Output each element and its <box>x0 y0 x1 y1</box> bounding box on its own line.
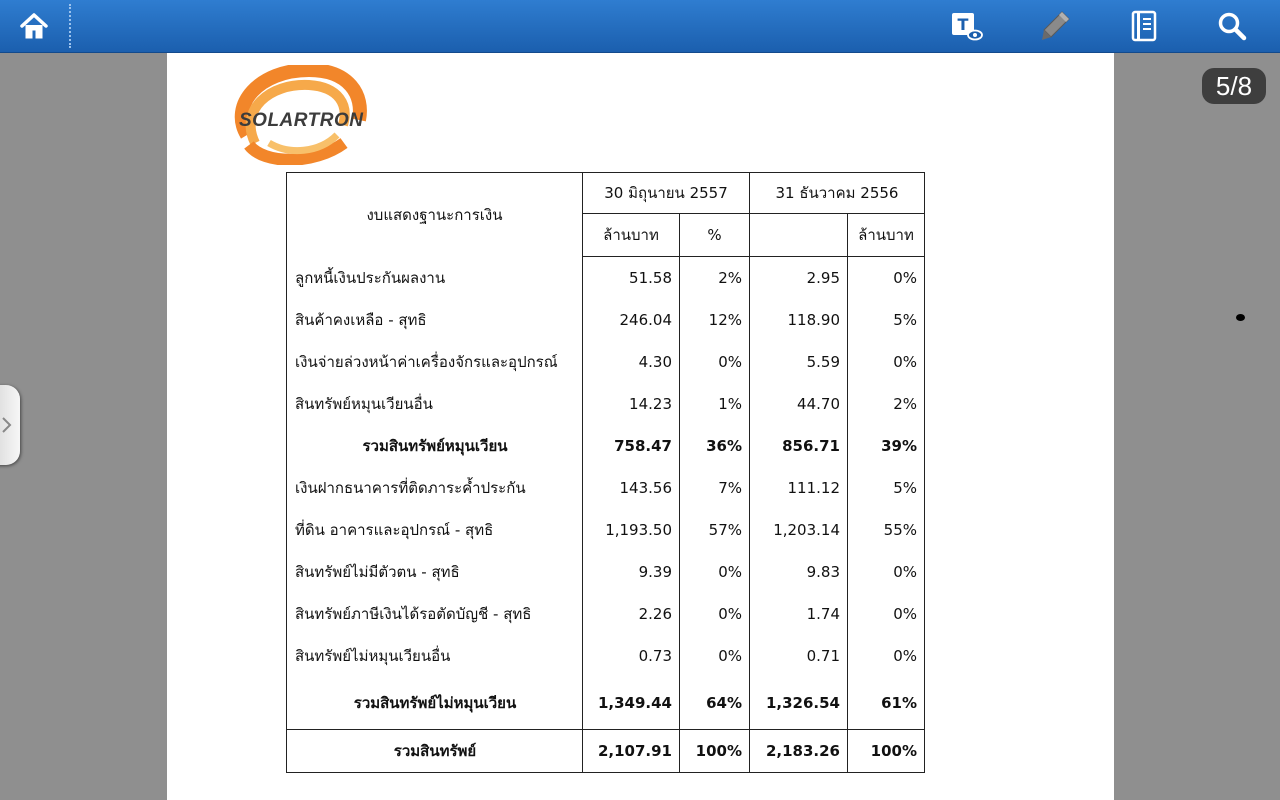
percent-header: % <box>680 214 750 257</box>
text-view-button[interactable] <box>942 6 990 46</box>
chevron-right-icon <box>0 415 13 435</box>
document-page[interactable] <box>167 53 1114 800</box>
home-button[interactable] <box>10 6 58 46</box>
period-header-1: 30 มิถุนายน 2557 <box>583 173 750 214</box>
unit-header-1: ล้านบาท <box>583 214 680 257</box>
logo-text: SOLARTRON <box>239 110 364 131</box>
side-panel-handle[interactable] <box>0 385 20 465</box>
table-title: งบแสดงฐานะการเงิน <box>287 173 583 257</box>
search-icon <box>1216 10 1248 42</box>
table-row: เงินจ่ายล่วงหน้าค่าเครื่องจักรและอุปกรณ์ 4.30 0% 5.59 0% <box>287 341 925 383</box>
table-row: ที่ดิน อาคารและอุปกรณ์ - สุทธิ 1,193.50 57% 1,203.14 55% <box>287 509 925 551</box>
table-row: ลูกหนี้เงินประกันผลงาน 51.58 2% 2.95 0% <box>287 257 925 300</box>
balance-sheet-table <box>286 172 925 773</box>
solartron-logo <box>219 65 379 165</box>
toolbar <box>0 0 1280 53</box>
empty-header <box>750 214 848 257</box>
unit-header-2: ล้านบาท <box>848 214 925 257</box>
table-row: เงินฝากธนาคารที่ติดภาระค้ำประกัน 143.56 7% 111.12 5% <box>287 467 925 509</box>
book-icon <box>1129 10 1159 42</box>
text-view-icon <box>949 10 983 42</box>
scan-speck <box>1236 314 1245 321</box>
pen-icon <box>1038 9 1072 43</box>
page-counter: 5/8 <box>1202 68 1266 104</box>
subtotal-row: รวมสินทรัพย์หมุนเวียน 758.47 36% 856.71 39% <box>287 425 925 467</box>
subtotal-row: รวมสินทรัพย์ไม่หมุนเวียน 1,349.44 64% 1,326.54 61% <box>287 677 925 730</box>
table-row: สินทรัพย์หมุนเวียนอื่น 14.23 1% 44.70 2% <box>287 383 925 425</box>
total-row: รวมสินทรัพย์ 2,107.91 100% 2,183.26 100% <box>287 730 925 773</box>
search-button[interactable] <box>1208 6 1256 46</box>
table-row: สินทรัพย์ไม่มีตัวตน - สุทธิ 9.39 0% 9.83 0% <box>287 551 925 593</box>
home-icon <box>19 11 49 41</box>
table-row: สินทรัพย์ไม่หมุนเวียนอื่น 0.73 0% 0.71 0% <box>287 635 925 677</box>
bookmarks-button[interactable] <box>1120 6 1168 46</box>
svg-text:T: T <box>957 15 969 34</box>
annotate-button[interactable] <box>1031 6 1079 46</box>
toolbar-divider <box>69 4 71 48</box>
period-header-2: 31 ธันวาคม 2556 <box>750 173 925 214</box>
table-row: สินค้าคงเหลือ - สุทธิ 246.04 12% 118.90 5% <box>287 299 925 341</box>
table-row: สินทรัพย์ภาษีเงินได้รอตัดบัญชี - สุทธิ 2.26 0% 1.74 0% <box>287 593 925 635</box>
